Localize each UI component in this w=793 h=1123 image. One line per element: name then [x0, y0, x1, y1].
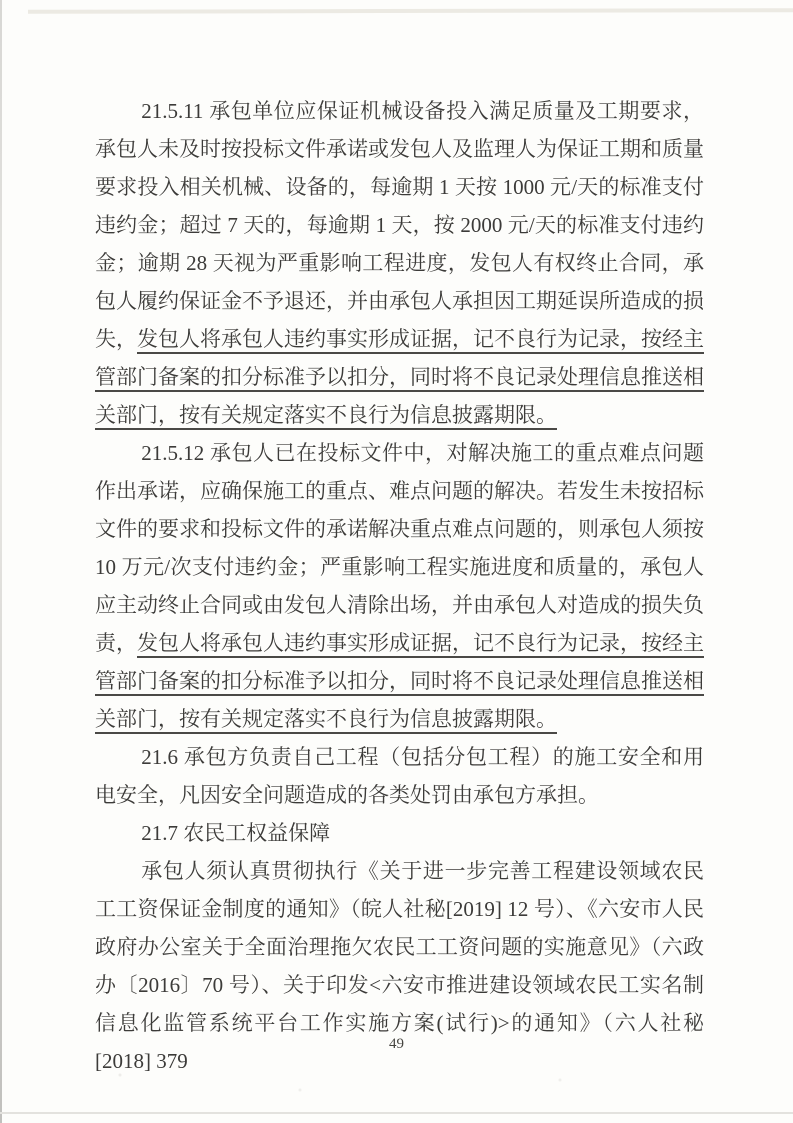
clause-21-5-11-text: 21.5.11 承包单位应保证机械设备投入满足质量及工期要求，承包人未及时按投标文件承诺或发包人及监理人为保证工期和质量要求投入相关机械、设备的，每逾期 1 天按 1000 元/天的标准支付违约金；超过 7 天的，每逾期 1 天，按 2000 元/天的标准支付违约金；逾期 28 天视为严重影响工程进度，发包人有权终止合同，承包人履约保证金不予退还，并由承包人承担因工期延误所造成的损失， — [95, 99, 704, 351]
clause-21-6-text: 21.6 承包方负责自己工程（包括分包工程）的施工安全和用电安全，凡因安全问题造成的各类处罚由承包方承担。 — [95, 745, 704, 807]
clause-21-7-body-text: 承包人须认真贯彻执行《关于进一步完善工程建设领域农民工工资保证金制度的通知》（皖人社秘[2019] 12 号）、《六安市人民政府办公室关于全面治理拖欠农民工工资问题的实施意见》（六政办〔2016〕70 号）、关于印发<六安市推进建设领域农民工实名制信息化监管系统平台工作实施方案(试行)>的通知》（六人社秘[2018] 379 — [95, 859, 704, 1073]
clause-21-5-12-paragraph — [95, 434, 704, 738]
clause-21-5-11-paragraph — [95, 92, 704, 434]
document-body — [95, 92, 704, 1080]
page-number: 49 — [389, 1036, 404, 1052]
clause-21-7-text: 21.7 农民工权益保障 — [141, 821, 331, 845]
scan-artifact-top-edge — [28, 8, 793, 14]
page-footer — [0, 1036, 793, 1053]
scan-artifact-bottom-edge — [0, 1112, 793, 1114]
clause-21-5-11-underlined-text: 发包人将承包人违约事实形成证据，记不良行为记录，按经主管部门备案的扣分标准予以扣分，同时将不良记录处理信息推送相关部门，按有关规定落实不良行为信息披露期限。 — [95, 327, 704, 427]
clause-21-5-12-underlined-text: 发包人将承包人违约事实形成证据，记不良行为记录，按经主管部门备案的扣分标准予以扣分，同时将不良记录处理信息推送相关部门，按有关规定落实不良行为信息披露期限。 — [95, 631, 704, 731]
clause-21-5-12-text: 21.5.12 承包人已在投标文件中，对解决施工的重点难点问题作出承诺，应确保施工的重点、难点问题的解决。若发生未按招标文件的要求和投标文件的承诺解决重点难点问题的，则承包人须按 10 万元/次支付违约金；严重影响工程实施进度和质量的，承包人应主动终止合同或由发包人清除出场，并由承包人对造成的损失负责， — [95, 441, 704, 655]
clause-21-7-heading — [95, 814, 704, 852]
clause-21-6-paragraph — [95, 738, 704, 814]
scan-artifact-left-edge — [0, 0, 2, 1123]
